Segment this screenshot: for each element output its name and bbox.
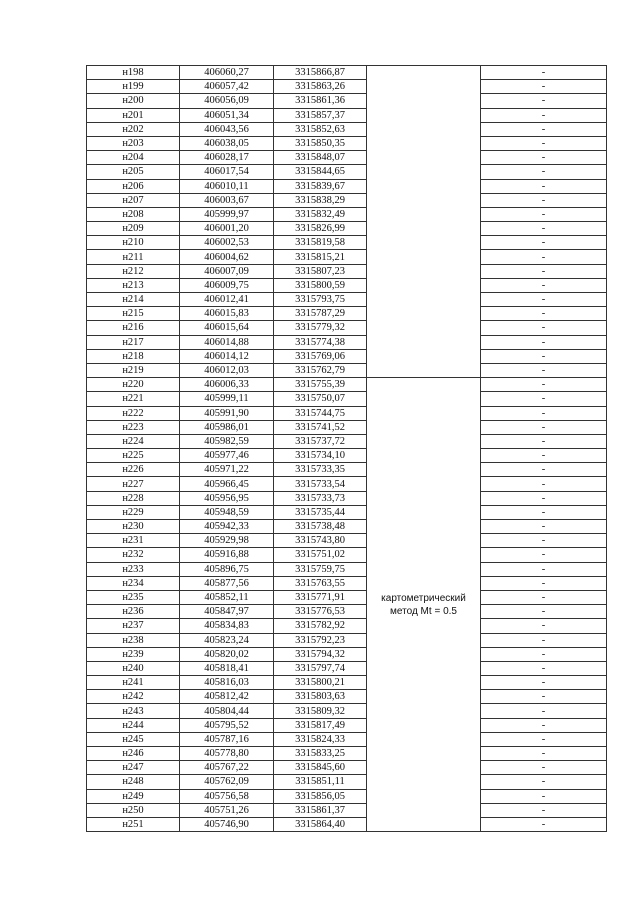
point-id-cell: н249 (87, 789, 180, 803)
y-coordinate-cell: 3315833,25 (274, 747, 367, 761)
x-coordinate-cell: 406056,09 (180, 94, 274, 108)
note-cell: - (481, 534, 607, 548)
point-id-cell: н222 (87, 406, 180, 420)
y-coordinate-cell: 3315803,63 (274, 690, 367, 704)
coordinates-table-body (87, 66, 607, 832)
note-cell: - (481, 789, 607, 803)
y-coordinate-cell: 3315787,29 (274, 307, 367, 321)
method-cell: картометрический метод Mt = 0.5 (367, 378, 481, 832)
y-coordinate-cell: 3315744,75 (274, 406, 367, 420)
x-coordinate-cell: 406009,75 (180, 278, 274, 292)
table-row (87, 463, 607, 477)
note-cell: - (481, 165, 607, 179)
note-cell: - (481, 520, 607, 534)
point-id-cell: н207 (87, 193, 180, 207)
note-cell: - (481, 747, 607, 761)
y-coordinate-cell: 3315734,10 (274, 449, 367, 463)
y-coordinate-cell: 3315771,91 (274, 590, 367, 604)
note-cell: - (481, 136, 607, 150)
coordinates-table-wrapper (86, 65, 607, 832)
y-coordinate-cell: 3315848,07 (274, 151, 367, 165)
point-id-cell: н202 (87, 122, 180, 136)
point-id-cell: н232 (87, 548, 180, 562)
table-row (87, 108, 607, 122)
point-id-cell: н211 (87, 250, 180, 264)
y-coordinate-cell: 3315852,63 (274, 122, 367, 136)
point-id-cell: н201 (87, 108, 180, 122)
note-cell: - (481, 264, 607, 278)
point-id-cell: н199 (87, 80, 180, 94)
y-coordinate-cell: 3315737,72 (274, 434, 367, 448)
x-coordinate-cell: 406012,41 (180, 293, 274, 307)
x-coordinate-cell: 406003,67 (180, 193, 274, 207)
table-row (87, 661, 607, 675)
table-row (87, 761, 607, 775)
point-id-cell: н227 (87, 477, 180, 491)
point-id-cell: н209 (87, 222, 180, 236)
note-cell: - (481, 307, 607, 321)
table-row (87, 548, 607, 562)
method-cell-empty (367, 66, 481, 378)
y-coordinate-cell: 3315763,55 (274, 576, 367, 590)
x-coordinate-cell: 405896,75 (180, 562, 274, 576)
point-id-cell: н245 (87, 732, 180, 746)
table-row (87, 434, 607, 448)
x-coordinate-cell: 406015,83 (180, 307, 274, 321)
y-coordinate-cell: 3315815,21 (274, 250, 367, 264)
point-id-cell: н247 (87, 761, 180, 775)
point-id-cell: н225 (87, 449, 180, 463)
point-id-cell: н230 (87, 520, 180, 534)
table-row (87, 363, 607, 377)
point-id-cell: н244 (87, 718, 180, 732)
point-id-cell: н242 (87, 690, 180, 704)
y-coordinate-cell: 3315819,58 (274, 236, 367, 250)
note-cell: - (481, 761, 607, 775)
x-coordinate-cell: 405820,02 (180, 647, 274, 661)
x-coordinate-cell: 405991,90 (180, 406, 274, 420)
y-coordinate-cell: 3315839,67 (274, 179, 367, 193)
note-cell: - (481, 590, 607, 604)
table-row (87, 520, 607, 534)
x-coordinate-cell: 405823,24 (180, 633, 274, 647)
note-cell: - (481, 293, 607, 307)
x-coordinate-cell: 405999,97 (180, 207, 274, 221)
y-coordinate-cell: 3315807,23 (274, 264, 367, 278)
table-row (87, 449, 607, 463)
y-coordinate-cell: 3315817,49 (274, 718, 367, 732)
x-coordinate-cell: 405852,11 (180, 590, 274, 604)
note-cell: - (481, 477, 607, 491)
x-coordinate-cell: 406051,34 (180, 108, 274, 122)
table-row (87, 236, 607, 250)
y-coordinate-cell: 3315769,06 (274, 349, 367, 363)
note-cell: - (481, 605, 607, 619)
x-coordinate-cell: 405877,56 (180, 576, 274, 590)
x-coordinate-cell: 406006,33 (180, 378, 274, 392)
table-row (87, 732, 607, 746)
note-cell: - (481, 151, 607, 165)
y-coordinate-cell: 3315774,38 (274, 335, 367, 349)
y-coordinate-cell: 3315866,87 (274, 66, 367, 80)
y-coordinate-cell: 3315751,02 (274, 548, 367, 562)
table-row (87, 775, 607, 789)
y-coordinate-cell: 3315809,32 (274, 704, 367, 718)
note-cell: - (481, 349, 607, 363)
note-cell: - (481, 491, 607, 505)
table-row (87, 250, 607, 264)
y-coordinate-cell: 3315794,32 (274, 647, 367, 661)
note-cell: - (481, 732, 607, 746)
y-coordinate-cell: 3315738,48 (274, 520, 367, 534)
note-cell: - (481, 775, 607, 789)
point-id-cell: н215 (87, 307, 180, 321)
note-cell: - (481, 576, 607, 590)
x-coordinate-cell: 405999,11 (180, 392, 274, 406)
table-row (87, 534, 607, 548)
x-coordinate-cell: 405746,90 (180, 817, 274, 831)
note-cell: - (481, 449, 607, 463)
point-id-cell: н205 (87, 165, 180, 179)
point-id-cell: н228 (87, 491, 180, 505)
note-cell: - (481, 236, 607, 250)
x-coordinate-cell: 405756,58 (180, 789, 274, 803)
y-coordinate-cell: 3315733,35 (274, 463, 367, 477)
note-cell: - (481, 647, 607, 661)
point-id-cell: н208 (87, 207, 180, 221)
note-cell: - (481, 80, 607, 94)
point-id-cell: н240 (87, 661, 180, 675)
table-row (87, 576, 607, 590)
table-row (87, 676, 607, 690)
table-row (87, 619, 607, 633)
table-row (87, 491, 607, 505)
table-row (87, 207, 607, 221)
point-id-cell: н231 (87, 534, 180, 548)
y-coordinate-cell: 3315864,40 (274, 817, 367, 831)
y-coordinate-cell: 3315797,74 (274, 661, 367, 675)
x-coordinate-cell: 405818,41 (180, 661, 274, 675)
point-id-cell: н219 (87, 363, 180, 377)
note-cell: - (481, 463, 607, 477)
point-id-cell: н198 (87, 66, 180, 80)
y-coordinate-cell: 3315733,54 (274, 477, 367, 491)
x-coordinate-cell: 406038,05 (180, 136, 274, 150)
y-coordinate-cell: 3315856,05 (274, 789, 367, 803)
note-cell: - (481, 661, 607, 675)
point-id-cell: н237 (87, 619, 180, 633)
note-cell: - (481, 222, 607, 236)
table-row (87, 690, 607, 704)
coordinates-table (86, 65, 607, 832)
x-coordinate-cell: 406001,20 (180, 222, 274, 236)
y-coordinate-cell: 3315850,35 (274, 136, 367, 150)
note-cell: - (481, 676, 607, 690)
point-id-cell: н214 (87, 293, 180, 307)
note-cell: - (481, 335, 607, 349)
x-coordinate-cell: 405812,42 (180, 690, 274, 704)
y-coordinate-cell: 3315759,75 (274, 562, 367, 576)
point-id-cell: н236 (87, 605, 180, 619)
table-row (87, 789, 607, 803)
x-coordinate-cell: 406004,62 (180, 250, 274, 264)
table-row (87, 420, 607, 434)
note-cell: - (481, 321, 607, 335)
x-coordinate-cell: 405834,83 (180, 619, 274, 633)
point-id-cell: н235 (87, 590, 180, 604)
y-coordinate-cell: 3315755,39 (274, 378, 367, 392)
note-cell: - (481, 278, 607, 292)
table-row (87, 747, 607, 761)
y-coordinate-cell: 3315792,23 (274, 633, 367, 647)
x-coordinate-cell: 406014,88 (180, 335, 274, 349)
y-coordinate-cell: 3315776,53 (274, 605, 367, 619)
x-coordinate-cell: 405762,09 (180, 775, 274, 789)
table-row (87, 293, 607, 307)
table-row (87, 378, 607, 392)
x-coordinate-cell: 406057,42 (180, 80, 274, 94)
table-row (87, 392, 607, 406)
point-id-cell: н206 (87, 179, 180, 193)
x-coordinate-cell: 405916,88 (180, 548, 274, 562)
table-row (87, 406, 607, 420)
note-cell: - (481, 817, 607, 831)
table-row (87, 136, 607, 150)
note-cell: - (481, 420, 607, 434)
y-coordinate-cell: 3315844,65 (274, 165, 367, 179)
note-cell: - (481, 179, 607, 193)
y-coordinate-cell: 3315824,33 (274, 732, 367, 746)
note-cell: - (481, 406, 607, 420)
note-cell: - (481, 108, 607, 122)
note-cell: - (481, 562, 607, 576)
x-coordinate-cell: 405767,22 (180, 761, 274, 775)
x-coordinate-cell: 405986,01 (180, 420, 274, 434)
y-coordinate-cell: 3315863,26 (274, 80, 367, 94)
note-cell: - (481, 378, 607, 392)
table-row (87, 704, 607, 718)
table-row (87, 66, 607, 80)
table-row (87, 647, 607, 661)
point-id-cell: н248 (87, 775, 180, 789)
table-row (87, 605, 607, 619)
y-coordinate-cell: 3315800,59 (274, 278, 367, 292)
point-id-cell: н243 (87, 704, 180, 718)
y-coordinate-cell: 3315750,07 (274, 392, 367, 406)
note-cell: - (481, 690, 607, 704)
table-row (87, 122, 607, 136)
x-coordinate-cell: 405942,33 (180, 520, 274, 534)
table-row (87, 562, 607, 576)
point-id-cell: н212 (87, 264, 180, 278)
note-cell: - (481, 704, 607, 718)
point-id-cell: н234 (87, 576, 180, 590)
y-coordinate-cell: 3315741,52 (274, 420, 367, 434)
x-coordinate-cell: 405778,80 (180, 747, 274, 761)
x-coordinate-cell: 405948,59 (180, 505, 274, 519)
point-id-cell: н216 (87, 321, 180, 335)
point-id-cell: н218 (87, 349, 180, 363)
x-coordinate-cell: 405977,46 (180, 449, 274, 463)
note-cell: - (481, 207, 607, 221)
y-coordinate-cell: 3315857,37 (274, 108, 367, 122)
table-row (87, 80, 607, 94)
point-id-cell: н246 (87, 747, 180, 761)
y-coordinate-cell: 3315845,60 (274, 761, 367, 775)
x-coordinate-cell: 405804,44 (180, 704, 274, 718)
table-row (87, 803, 607, 817)
table-row (87, 817, 607, 831)
table-row (87, 264, 607, 278)
note-cell: - (481, 250, 607, 264)
x-coordinate-cell: 405787,16 (180, 732, 274, 746)
y-coordinate-cell: 3315826,99 (274, 222, 367, 236)
table-row (87, 222, 607, 236)
table-row (87, 307, 607, 321)
x-coordinate-cell: 405847,97 (180, 605, 274, 619)
y-coordinate-cell: 3315851,11 (274, 775, 367, 789)
y-coordinate-cell: 3315861,36 (274, 94, 367, 108)
y-coordinate-cell: 3315743,80 (274, 534, 367, 548)
table-row (87, 278, 607, 292)
y-coordinate-cell: 3315733,73 (274, 491, 367, 505)
note-cell: - (481, 363, 607, 377)
y-coordinate-cell: 3315762,79 (274, 363, 367, 377)
note-cell: - (481, 718, 607, 732)
point-id-cell: н221 (87, 392, 180, 406)
table-row (87, 477, 607, 491)
x-coordinate-cell: 406014,12 (180, 349, 274, 363)
point-id-cell: н224 (87, 434, 180, 448)
note-cell: - (481, 122, 607, 136)
point-id-cell: н250 (87, 803, 180, 817)
table-row (87, 321, 607, 335)
table-row (87, 179, 607, 193)
point-id-cell: н213 (87, 278, 180, 292)
y-coordinate-cell: 3315861,37 (274, 803, 367, 817)
y-coordinate-cell: 3315735,44 (274, 505, 367, 519)
point-id-cell: н200 (87, 94, 180, 108)
point-id-cell: н210 (87, 236, 180, 250)
point-id-cell: н223 (87, 420, 180, 434)
table-row (87, 193, 607, 207)
x-coordinate-cell: 406015,64 (180, 321, 274, 335)
point-id-cell: н220 (87, 378, 180, 392)
y-coordinate-cell: 3315838,29 (274, 193, 367, 207)
x-coordinate-cell: 405751,26 (180, 803, 274, 817)
note-cell: - (481, 392, 607, 406)
table-row (87, 505, 607, 519)
x-coordinate-cell: 406017,54 (180, 165, 274, 179)
point-id-cell: н226 (87, 463, 180, 477)
x-coordinate-cell: 406060,27 (180, 66, 274, 80)
note-cell: - (481, 434, 607, 448)
point-id-cell: н239 (87, 647, 180, 661)
point-id-cell: н241 (87, 676, 180, 690)
y-coordinate-cell: 3315832,49 (274, 207, 367, 221)
point-id-cell: н217 (87, 335, 180, 349)
x-coordinate-cell: 405956,95 (180, 491, 274, 505)
y-coordinate-cell: 3315779,32 (274, 321, 367, 335)
x-coordinate-cell: 406028,17 (180, 151, 274, 165)
note-cell: - (481, 193, 607, 207)
note-cell: - (481, 803, 607, 817)
point-id-cell: н204 (87, 151, 180, 165)
point-id-cell: н233 (87, 562, 180, 576)
table-row (87, 633, 607, 647)
note-cell: - (481, 548, 607, 562)
point-id-cell: н229 (87, 505, 180, 519)
point-id-cell: н203 (87, 136, 180, 150)
y-coordinate-cell: 3315800,21 (274, 676, 367, 690)
table-row (87, 718, 607, 732)
note-cell: - (481, 66, 607, 80)
table-row (87, 165, 607, 179)
note-cell: - (481, 94, 607, 108)
x-coordinate-cell: 405816,03 (180, 676, 274, 690)
x-coordinate-cell: 406012,03 (180, 363, 274, 377)
x-coordinate-cell: 406002,53 (180, 236, 274, 250)
note-cell: - (481, 505, 607, 519)
table-row (87, 151, 607, 165)
x-coordinate-cell: 405795,52 (180, 718, 274, 732)
y-coordinate-cell: 3315782,92 (274, 619, 367, 633)
x-coordinate-cell: 405966,45 (180, 477, 274, 491)
table-row (87, 349, 607, 363)
table-row (87, 590, 607, 604)
x-coordinate-cell: 405971,22 (180, 463, 274, 477)
note-cell: - (481, 619, 607, 633)
point-id-cell: н251 (87, 817, 180, 831)
point-id-cell: н238 (87, 633, 180, 647)
table-row (87, 94, 607, 108)
y-coordinate-cell: 3315793,75 (274, 293, 367, 307)
note-cell: - (481, 633, 607, 647)
x-coordinate-cell: 405982,59 (180, 434, 274, 448)
x-coordinate-cell: 406007,09 (180, 264, 274, 278)
x-coordinate-cell: 406043,56 (180, 122, 274, 136)
x-coordinate-cell: 406010,11 (180, 179, 274, 193)
x-coordinate-cell: 405929,98 (180, 534, 274, 548)
table-row (87, 335, 607, 349)
